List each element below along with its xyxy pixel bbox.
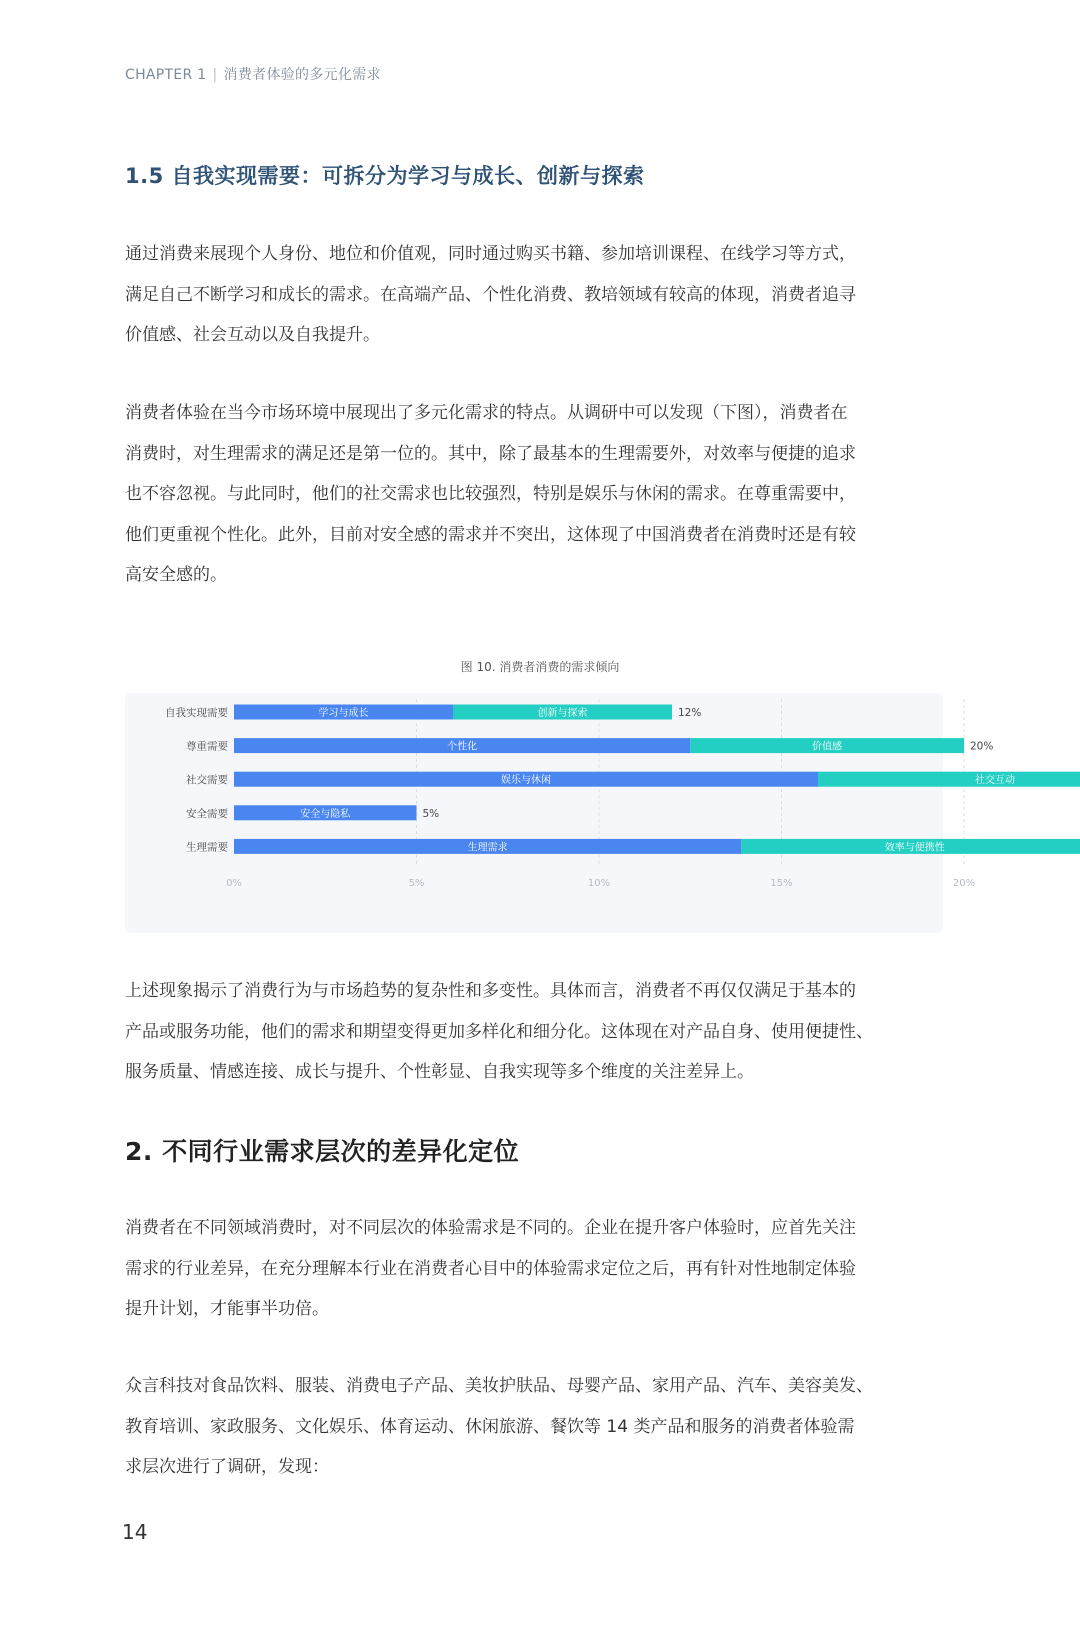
paragraph-line: 服务质量、情感连接、成长与提升、个性彰显、自我实现等多个维度的关注差异上。	[125, 1062, 754, 1082]
bar-segment	[818, 772, 1080, 787]
paragraph-line: 他们更重视个性化。此外，目前对安全感的需求并不突出，这体现了中国消费者在消费时还是有较	[125, 524, 856, 545]
paragraph-line: 消费者体验在当今市场环境中展现出了多元化需求的特点。从调研中可以发现（下图），消费者在	[125, 403, 848, 423]
segment-label: 个性化	[447, 741, 478, 753]
segment-label: 生理需求	[467, 842, 508, 854]
paragraph-line: 高安全感的。	[125, 565, 227, 585]
segment-label: 效率与便携性	[884, 842, 945, 854]
paragraph	[125, 1366, 943, 1488]
segment-label: 娱乐与休闲	[501, 775, 551, 787]
paragraph-line: 需求的行业差异，在充分理解本行业在消费者心目中的体验需求定位之后，再有针对性地制定体验	[125, 1258, 856, 1279]
category-label: 生理需要	[186, 841, 228, 854]
paragraph-line: 教育培训、家政服务、文化娱乐、体育运动、休闲旅游、餐饮等 14 类产品和服务的消费者体验需	[125, 1416, 855, 1437]
x-tick-label: 5%	[408, 878, 425, 889]
figure-caption: 图 10. 消费者消费的需求倾向	[460, 660, 620, 674]
paragraph-line: 消费时，对生理需求的满足还是第一位的。其中，除了最基本的生理需要外，对效率与便捷的追求	[125, 443, 856, 464]
paragraph-line: 消费者在不同领域消费时，对不同层次的体验需求是不同的。企业在提升客户体验时，应首先关注	[125, 1218, 856, 1238]
category-label: 安全需要	[186, 807, 228, 820]
paragraph-line: 也不容忽视。与此同时，他们的社交需求也比较强烈，特别是娱乐与休闲的需求。在尊重需要中，	[125, 484, 856, 504]
x-tick-label: 20%	[952, 878, 976, 889]
chapter-header	[125, 64, 381, 84]
paragraph	[125, 393, 943, 596]
chapter-label: CHAPTER 1	[125, 67, 207, 83]
paragraph-line: 满足自己不断学习和成长的需求。在高端产品、个性化消费、教培领域有较高的体现，消费者追寻	[125, 284, 856, 305]
x-tick-label: 0%	[226, 878, 242, 889]
x-tick-label: 15%	[770, 878, 793, 889]
segment-label: 安全与隐私	[300, 808, 351, 820]
paragraph-line: 产品或服务功能，他们的需求和期望变得更加多样化和细分化。这体现在对产品自身、使用便捷性、	[125, 1021, 873, 1042]
category-label: 尊重需要	[186, 740, 228, 753]
x-tick-label: 10%	[587, 878, 611, 889]
paragraph	[125, 234, 943, 356]
segment-label: 创新与探索	[537, 708, 588, 719]
total-label: 12%	[678, 707, 702, 719]
paragraph-line: 提升计划，才能事半功倍。	[125, 1299, 329, 1319]
paragraph-line: 价值感、社会互动以及自我提升。	[125, 325, 380, 345]
section-heading-1-5: 1.5 自我实现需要：可拆分为学习与成长、创新与探索	[125, 164, 645, 188]
segment-label: 学习与成长	[318, 708, 369, 719]
segment-label: 价值感	[812, 741, 843, 753]
paragraph	[125, 971, 943, 1093]
section-heading-2: 2. 不同行业需求层次的差异化定位	[125, 1137, 520, 1166]
paragraph-line: 众言科技对食品饮料、服装、消费电子产品、美妆护肤品、母婴产品、家用产品、汽车、美容美发、	[125, 1376, 873, 1396]
chapter-title: 消费者体验的多元化需求	[223, 67, 381, 83]
paragraph-line: 求层次进行了调研，发现：	[125, 1457, 329, 1477]
paragraph	[125, 1208, 943, 1330]
chart-container	[125, 693, 1016, 933]
page-number: 14	[122, 1520, 148, 1544]
total-label: 20%	[970, 740, 994, 753]
segment-label: 社交互动	[975, 775, 1016, 787]
category-label: 社交需要	[186, 774, 228, 787]
paragraph-line: 通过消费来展现个人身份、地位和价值观，同时通过购买书籍、参加培训课程、在线学习等方式，	[125, 244, 856, 264]
stacked-bar-chart	[125, 693, 1016, 933]
paragraph-line: 上述现象揭示了消费行为与市场趋势的复杂性和多变性。具体而言，消费者不再仅仅满足于基本的	[125, 981, 856, 1001]
header-separator: |	[212, 67, 218, 83]
category-label: 自我实现需要	[165, 707, 228, 719]
total-label: 5%	[422, 807, 440, 820]
